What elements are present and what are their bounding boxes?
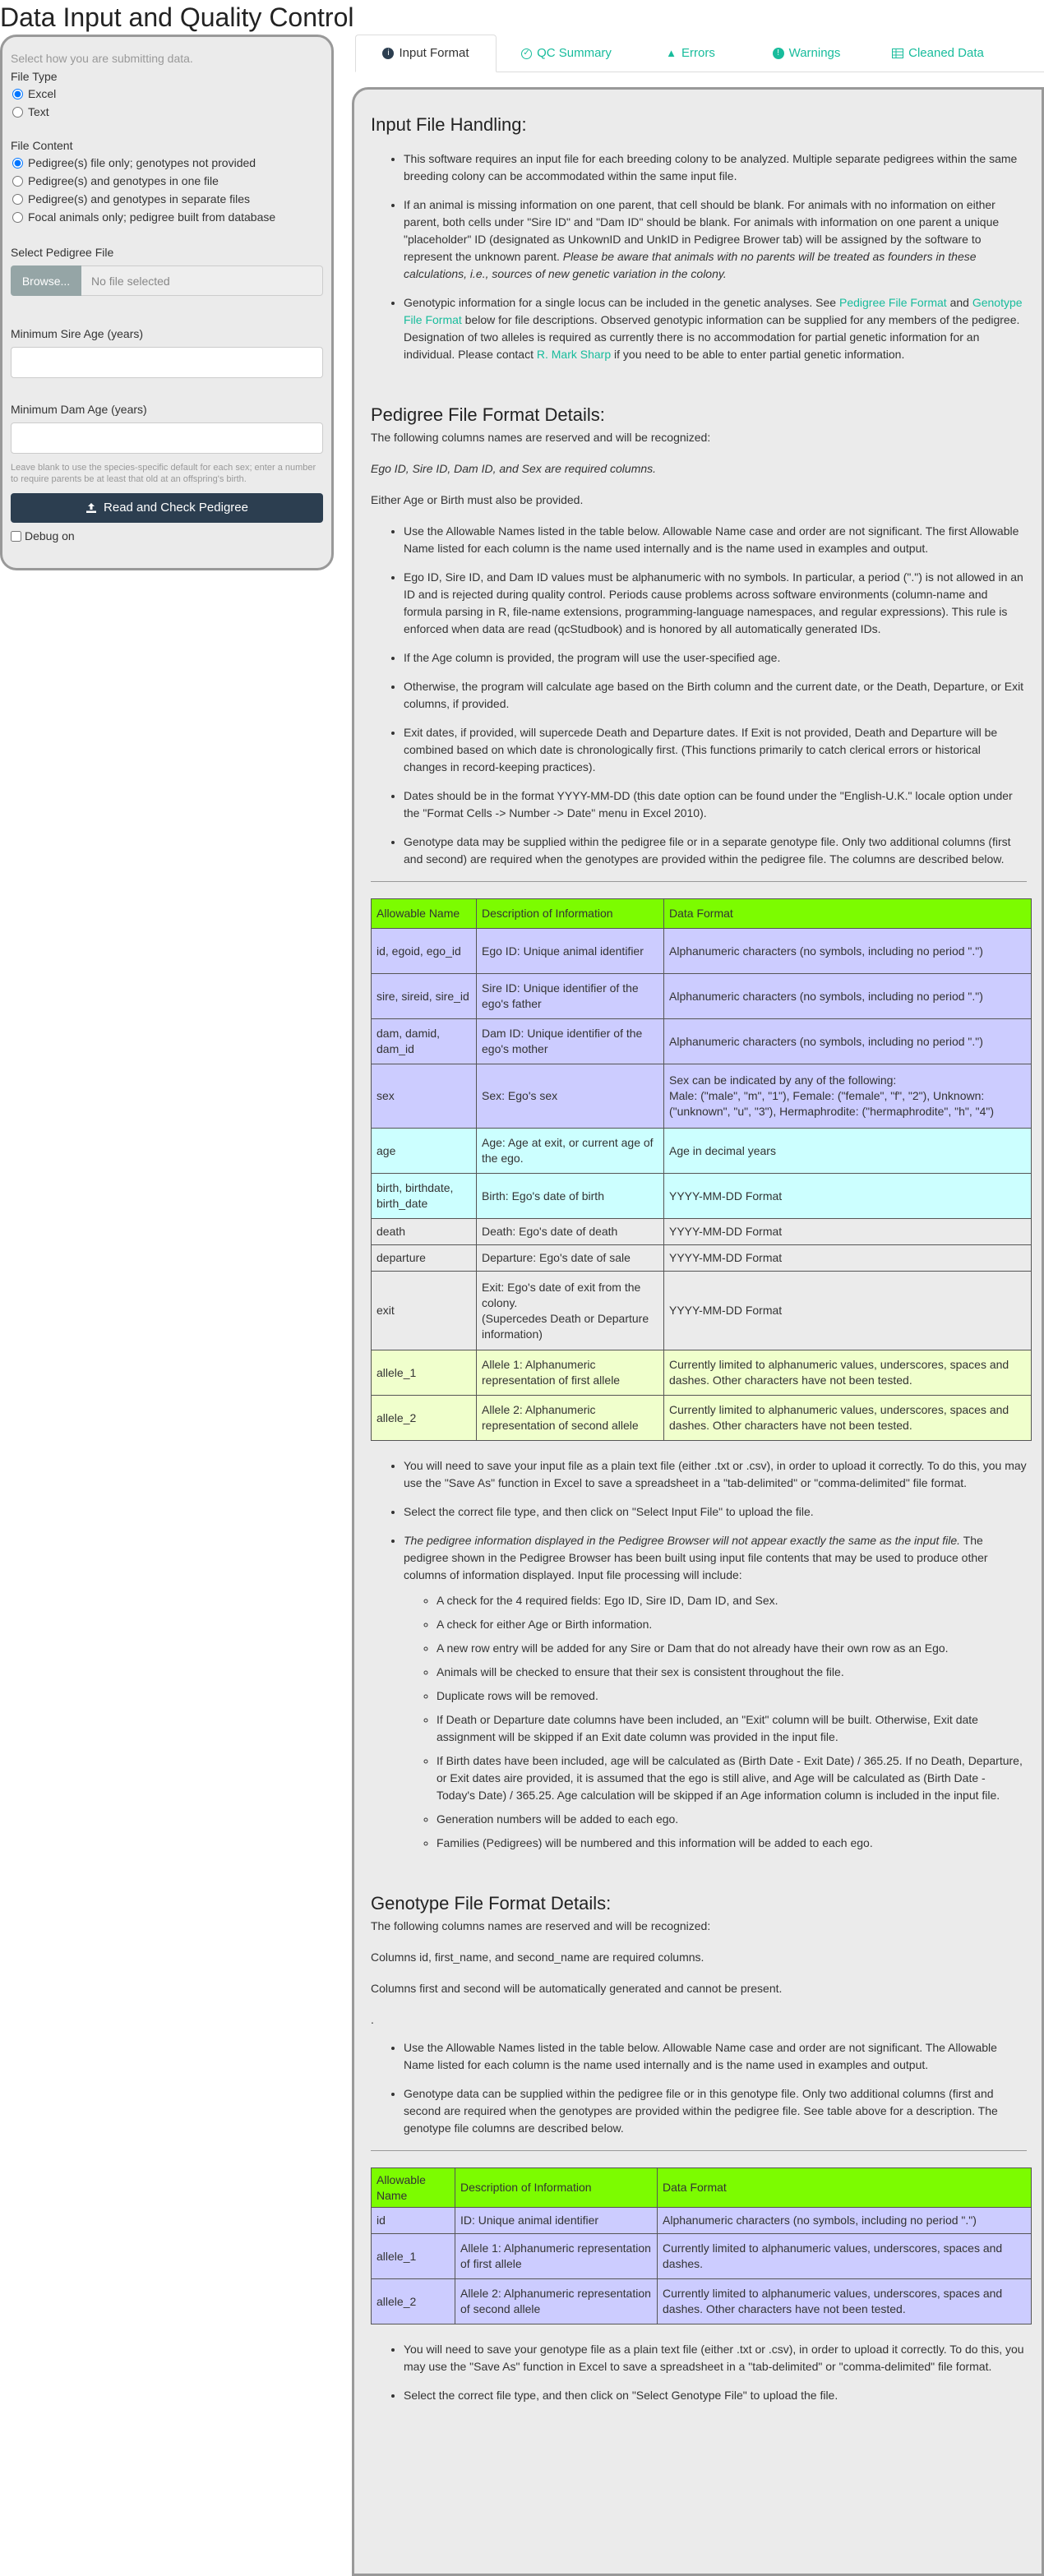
browse-button[interactable]: Browse... <box>11 265 81 296</box>
list-text: The pedigree shown in the Pedigree Browser has been built using input file contents that may be used to produce other columns of information displayed. Input file processing will include: <box>404 1534 988 1581</box>
tab-label: QC Summary <box>537 46 612 61</box>
table-cell: Allele 1: Alphanumeric representation of first allele <box>455 2234 658 2279</box>
list-item: ◦ A check for either Age or Birth information. <box>437 1616 1027 1633</box>
checkbox-input[interactable] <box>11 531 21 542</box>
radio-label: Pedigree(s) and genotypes in one file <box>28 174 219 188</box>
min-sire-age-label: Minimum Sire Age (years) <box>11 327 144 341</box>
file-content-pedigree-only-radio[interactable] <box>11 154 323 172</box>
file-type-group <box>11 68 323 121</box>
list-item: ◦ If Death or Departure date columns have been included, an "Exit" column will be built. Otherwise, Exit date assignment will be skipped if an Exit date column was provided in the input file. <box>437 1711 1027 1746</box>
file-type-label: File Type <box>11 70 58 84</box>
radio-label: Excel <box>28 87 57 101</box>
table-cell: Sex can be indicated by any of the following: Male: ("male", "m", "1"), Female: ("female", "f", "2"), Unknown: ("unknown", "u", "3"), Hermaphrodite: ("hermaphrodite", "h", "4") <box>664 1064 1032 1129</box>
divider <box>371 2150 1027 2151</box>
table-cell: sire, sireid, sire_id <box>372 974 477 1019</box>
genotype-rules-list <box>371 2039 1027 2137</box>
table-cell: Currently limited to alphanumeric values, underscores, spaces and dashes. <box>658 2234 1032 2279</box>
file-name-field[interactable]: No file selected <box>81 265 323 296</box>
list-item <box>404 196 1027 283</box>
table-cell: Birth: Ego's date of birth <box>477 1174 664 1219</box>
list-item: • Use the Allowable Names listed in the table below. Allowable Name case and order are not significant. The first Allowable Name listed for each column is the name used internally and is the name used in examples and output. <box>404 523 1027 557</box>
checkbox-label: Debug on <box>25 529 75 543</box>
file-content-one-file-radio[interactable] <box>11 172 323 190</box>
file-content-group <box>11 137 323 226</box>
select-pedigree-file-label: Select Pedigree File <box>11 246 114 260</box>
list-item: • If the Age column is provided, the program will use the user-specified age. <box>404 649 1027 667</box>
table-cell: Alphanumeric characters (no symbols, including no period ".") <box>664 974 1032 1019</box>
stray-period: . <box>371 2013 374 2026</box>
table-cell: Departure: Ego's date of sale <box>477 1245 664 1272</box>
radio-label: Focal animals only; pedigree built from database <box>28 210 276 224</box>
radio-label: Pedigree(s) and genotypes in separate files <box>28 192 251 206</box>
table-cell: YYYY-MM-DD Format <box>664 1245 1032 1272</box>
table-row <box>372 1350 1032 1396</box>
table-row <box>372 2208 1032 2234</box>
table-cell: Exit: Ego's date of exit from the colony. (Supercedes Death or Departure information) <box>477 1272 664 1350</box>
radio-input[interactable] <box>12 158 23 169</box>
radio-input[interactable] <box>12 107 23 118</box>
table-cell: death <box>372 1219 477 1245</box>
tab-bar <box>355 35 1044 72</box>
pedigree-file-group <box>11 244 323 296</box>
table-header: Description of Information <box>477 899 664 929</box>
warning-triangle-icon: ▲ <box>666 46 677 59</box>
pedigree-upload-list <box>371 1457 1027 1852</box>
list-item: • Select the correct file type, and then click on "Select Input File" to upload the file. <box>404 1503 1027 1521</box>
tab-label: Warnings <box>788 46 841 61</box>
table-cell: exit <box>372 1272 477 1350</box>
table-row <box>372 1272 1032 1350</box>
table-cell: Currently limited to alphanumeric values, underscores, spaces and dashes. Other characters have not been tested. <box>658 2279 1032 2324</box>
list-item <box>404 294 1027 363</box>
list-text: if you need to be able to enter partial genetic information. <box>611 348 905 361</box>
pedigree-required-cols <box>371 460 1027 477</box>
table-row <box>372 974 1032 1019</box>
list-item: • Dates should be in the format YYYY-MM-DD (this date option can be found under the "English-U.K." locale option under the "Format Cells -> Number -> Date" menu in Excel 2010). <box>404 787 1027 822</box>
table-icon <box>892 48 903 58</box>
table-row <box>372 2234 1032 2279</box>
age-help-text: Leave blank to use the species-specific default for each sex; enter a number to require parents be at least that old at an offspring's birth. <box>11 463 316 485</box>
tab-warnings[interactable] <box>745 35 868 72</box>
table-cell: Alphanumeric characters (no symbols, including no period ".") <box>664 1019 1032 1064</box>
table-cell: allele_2 <box>372 1396 477 1441</box>
min-dam-age-input[interactable] <box>11 422 323 454</box>
pedigree-rules-list <box>371 523 1027 868</box>
radio-input[interactable] <box>12 194 23 205</box>
pedigree-intro: The following columns names are reserved and will be recognized: <box>371 431 711 444</box>
tab-qc-summary[interactable] <box>497 35 636 72</box>
genotype-required-cols: Columns id, first_name, and second_name are required columns. <box>371 1950 704 1964</box>
table-row <box>372 1064 1032 1129</box>
list-item: • This software requires an input file for each breeding colony to be analyzed. Multiple separate pedigrees within the same breeding colony can be accommodated within the same input file. <box>404 150 1027 185</box>
list-item: • Exit dates, if provided, will supercede Death and Departure dates. If Exit is not provided, Death and Departure will be combined based on which date is chronologically first. (This functions primarily to catch clerical errors or historical changes in record-keeping practices). <box>404 724 1027 776</box>
list-item: ◦ If Birth dates have been included, age will be calculated as (Birth Date - Exit Date) / 365.25. If no Death, Departure, or Exit dates aire provided, it is assumed that the ego is still alive, and Age will be calculated as (Birth Date - Today's Date) / 365.25. Age calculation will be skipped if an Age information column is included in the input file. <box>437 1752 1027 1804</box>
table-cell: Dam ID: Unique identifier of the ego's mother <box>477 1019 664 1064</box>
file-content-label: File Content <box>11 139 73 153</box>
list-item: • Select the correct file type, and then click on "Select Genotype File" to upload the file. <box>404 2387 1027 2404</box>
table-cell: YYYY-MM-DD Format <box>664 1174 1032 1219</box>
genotype-format-heading: Genotype File Format Details: <box>371 1893 612 1914</box>
tab-label: Errors <box>681 46 715 61</box>
table-cell: Alphanumeric characters (no symbols, including no period ".") <box>664 929 1032 974</box>
pedigree-format-link[interactable]: Pedigree File Format <box>838 296 947 309</box>
list-text: and <box>946 296 972 309</box>
tab-errors[interactable] <box>636 35 745 72</box>
pedigree-age-birth: Either Age or Birth must also be provided. <box>371 493 584 506</box>
min-sire-age-input[interactable] <box>11 347 323 378</box>
table-cell: YYYY-MM-DD Format <box>664 1272 1032 1350</box>
table-cell: Currently limited to alphanumeric values, underscores, spaces and dashes. Other characters have not been tested. <box>664 1350 1032 1396</box>
file-content-focal-animals-radio[interactable] <box>11 208 323 226</box>
table-header-row <box>372 899 1032 929</box>
min-sire-age-group <box>11 325 323 378</box>
table-row <box>372 1245 1032 1272</box>
input-format-panel <box>352 87 1044 2576</box>
debug-checkbox[interactable] <box>11 528 323 544</box>
table-cell: YYYY-MM-DD Format <box>664 1219 1032 1245</box>
table-cell: id <box>372 2208 455 2234</box>
list-item: ◦ A new row entry will be added for any Sire or Dam that do not already have their own row as an Ego. <box>437 1640 1027 1657</box>
check-circle-icon: ✓ <box>521 48 532 59</box>
table-cell: Age in decimal years <box>664 1129 1032 1174</box>
list-item: • Genotype data can be supplied within the pedigree file or in this genotype file. Only two additional columns (first and second are required when the genotypes are provided within the pedigree file. See table above for a description. The genotype file columns are described below. <box>404 2085 1027 2137</box>
radio-input[interactable] <box>12 212 23 223</box>
tab-cleaned-data[interactable] <box>868 35 1008 72</box>
genotype-auto-cols: Columns first and second will be automatically generated and cannot be present. <box>371 1982 783 1995</box>
table-cell: Sire ID: Unique identifier of the ego's father <box>477 974 664 1019</box>
upload-icon <box>85 502 97 514</box>
tab-label: Input Format <box>399 46 469 61</box>
table-cell: Currently limited to alphanumeric values, underscores, spaces and dashes. Other characters have not been tested. <box>664 1396 1032 1441</box>
list-item: • You will need to save your input file as a plain text file (either .txt or .csv), in order to upload it correctly. To do this, you may use the "Save As" function in Excel to save a spreadsheet in a "tab-delimited" or "comma-delimited" file format. <box>404 1457 1027 1492</box>
table-row <box>372 1129 1032 1174</box>
genotype-intro: The following columns names are reserved and will be recognized: <box>371 1919 711 1932</box>
table-cell: Age: Age at exit, or current age of the ego. <box>477 1129 664 1174</box>
browser-note: The pedigree information displayed in the Pedigree Browser will not appear exactly the same as the input file. <box>404 1534 961 1547</box>
list-item: ◦ Animals will be checked to ensure that their sex is consistent throughout the file. <box>437 1664 1027 1681</box>
tab-label: Cleaned Data <box>908 46 984 61</box>
divider <box>371 881 1027 882</box>
founder-note: Please be aware that animals with no parents will be treated as founders in these calculations, i.e., sources of new genetic variation in the colony. <box>404 250 977 280</box>
list-text: Genotypic information for a single locus can be included in the genetic analyses. See <box>404 296 839 309</box>
list-item: • Use the Allowable Names listed in the table below. Allowable Name case and order are not significant. The Allowable Name listed for each column is the name used internally and is the name used in examples and output. <box>404 2039 1027 2074</box>
list-item: • You will need to save your genotype file as a plain text file (either .txt or .csv), in order to upload it correctly. To do this, you may use the "Save As" function in Excel to save a spreadsheet in a "tab-delimited" or "comma-delimited" file format. <box>404 2341 1027 2375</box>
table-row <box>372 1219 1032 1245</box>
pedigree-format-heading: Pedigree File Format Details: <box>371 404 605 425</box>
list-item: • Ego ID, Sire ID, and Dam ID values must be alphanumeric with no symbols. In particular, a period (".") is not allowed in an ID and is rejected during quality control. Periods cause problems across software environments (column-name and formula parsing in R, file-name extensions, programming-language namespaces, and regular expressions). This rule is enforced when data are read (qcStudbook) and is honored by all automatically generated IDs. <box>404 569 1027 638</box>
genotype-columns-table <box>371 2167 1032 2324</box>
required-cols-text: Ego ID, Sire ID, Dam ID, and Sex are required columns. <box>371 462 657 475</box>
file-type-excel-radio[interactable] <box>11 85 323 103</box>
page-title: Data Input and Quality Control <box>0 2 354 32</box>
list-item: ◦ A check for the 4 required fields: Ego ID, Sire ID, Dam ID, and Sex. <box>437 1592 1027 1609</box>
list-item: ◦ Generation numbers will be added to each ego. <box>437 1811 1027 1828</box>
button-label: Read and Check Pedigree <box>104 501 248 515</box>
table-row <box>372 2279 1032 2324</box>
input-handling-list <box>371 150 1027 363</box>
table-cell: allele_2 <box>372 2279 455 2324</box>
table-cell: departure <box>372 1245 477 1272</box>
radio-input[interactable] <box>12 176 23 187</box>
genotype-format-link[interactable]: Genotype File Format <box>404 296 1023 326</box>
table-cell: ID: Unique animal identifier <box>455 2208 658 2234</box>
table-header-row <box>372 2168 1032 2208</box>
file-type-text-radio[interactable] <box>11 103 323 121</box>
list-item: • Genotype data may be supplied within the pedigree file or in a separate genotype file. Only two additional columns (first and second) are required when the genotypes are provided within the pedigree file. The columns are described below. <box>404 833 1027 868</box>
list-text: below for file descriptions. Observed genotypic information can be supplied for any members of the pedigree. Designation of two alleles is required as currently there is no accommodation for partial genetic information for an individual. Please contact <box>404 313 1020 361</box>
tab-input-format[interactable] <box>355 35 497 72</box>
processing-steps-list <box>404 1592 1027 1852</box>
list-item: • Otherwise, the program will calculate age based on the Birth column and the current date, or the Death, Departure, or Exit columns, if provided. <box>404 678 1027 713</box>
table-header: Allowable Name <box>372 2168 455 2208</box>
table-cell: sex <box>372 1064 477 1129</box>
table-header: Allowable Name <box>372 899 477 929</box>
table-cell: Ego ID: Unique animal identifier <box>477 929 664 974</box>
table-cell: allele_1 <box>372 1350 477 1396</box>
table-cell: birth, birthdate, birth_date <box>372 1174 477 1219</box>
list-item: ◦ Families (Pedigrees) will be numbered and this information will be added to each ego. <box>437 1835 1027 1852</box>
table-cell: Alphanumeric characters (no symbols, including no period ".") <box>658 2208 1032 2234</box>
table-header: Description of Information <box>455 2168 658 2208</box>
list-item: ◦ Duplicate rows will be removed. <box>437 1687 1027 1705</box>
radio-label: Pedigree(s) file only; genotypes not provided <box>28 156 256 170</box>
file-content-separate-files-radio[interactable] <box>11 190 323 208</box>
table-row <box>372 1174 1032 1219</box>
table-cell: Allele 2: Alphanumeric representation of second allele <box>455 2279 658 2324</box>
table-cell: Allele 2: Alphanumeric representation of second allele <box>477 1396 664 1441</box>
table-cell: age <box>372 1129 477 1174</box>
table-header: Data Format <box>658 2168 1032 2208</box>
table-row <box>372 1396 1032 1441</box>
file-input <box>11 265 323 296</box>
table-header: Data Format <box>664 899 1032 929</box>
submission-hint: Select how you are submitting data. <box>11 52 193 65</box>
min-dam-age-label: Minimum Dam Age (years) <box>11 403 147 417</box>
table-cell: dam, damid, dam_id <box>372 1019 477 1064</box>
genotype-upload-list <box>371 2341 1027 2404</box>
table-cell: id, egoid, ego_id <box>372 929 477 974</box>
table-cell: Allele 1: Alphanumeric representation of first allele <box>477 1350 664 1396</box>
sidebar-panel <box>0 35 334 570</box>
info-icon: i <box>382 48 394 59</box>
pedigree-columns-table <box>371 898 1032 1441</box>
contact-link[interactable]: R. Mark Sharp <box>536 348 612 361</box>
radio-label: Text <box>28 105 49 119</box>
radio-input[interactable] <box>12 89 23 99</box>
input-handling-heading: Input File Handling: <box>371 114 527 135</box>
list-item <box>404 1532 1027 1852</box>
list-text: If an animal is missing information on one parent, that cell should be blank. For animals with no information on either parent, both cells under "Sire ID" and "Dam ID" should be blank. For animals with information on one parent a unique "placeholder" ID (designated as UnkownID and UnkID in Pedigree Brower tab) will be assigned by the software to represent the unknown parent. <box>404 198 1000 263</box>
table-cell: allele_1 <box>372 2234 455 2279</box>
exclamation-circle-icon: ! <box>773 48 784 59</box>
min-dam-age-group <box>11 401 323 454</box>
read-check-pedigree-button[interactable] <box>11 493 323 523</box>
table-cell: Sex: Ego's sex <box>477 1064 664 1129</box>
table-row <box>372 929 1032 974</box>
table-row <box>372 1019 1032 1064</box>
table-cell: Death: Ego's date of death <box>477 1219 664 1245</box>
